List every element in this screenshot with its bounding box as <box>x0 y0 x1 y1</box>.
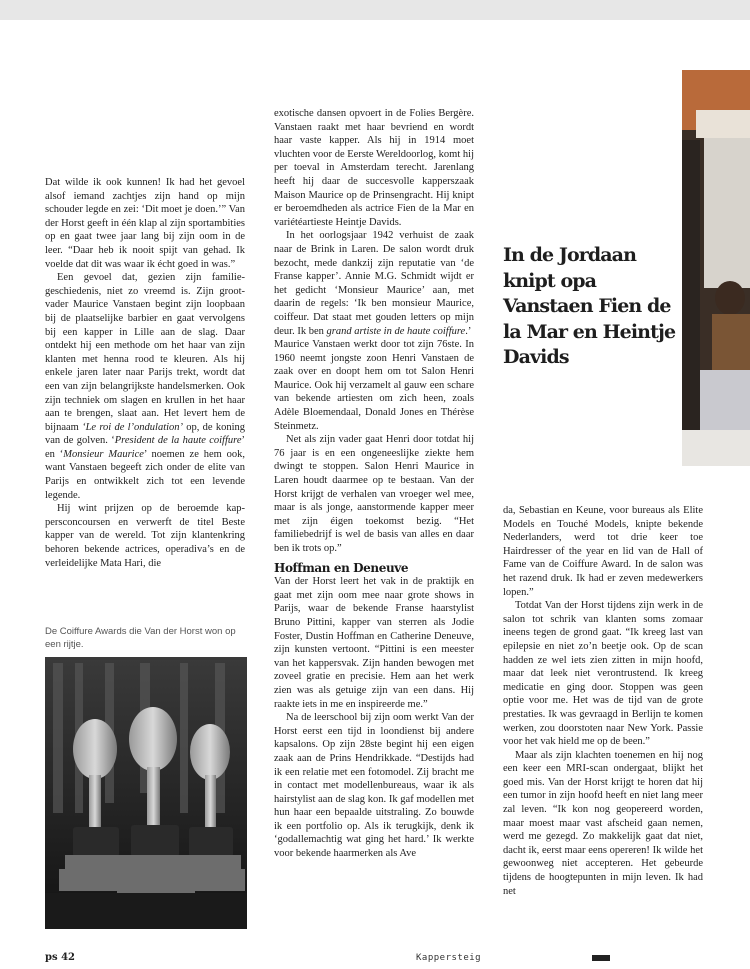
italic-text: ‘Le roi de l’ondulation’ <box>82 421 184 433</box>
text-run: .’ <box>465 325 472 337</box>
paragraph <box>45 502 245 570</box>
paragraph <box>503 749 703 899</box>
article-column-1 <box>45 176 245 570</box>
paragraph <box>503 599 703 749</box>
article-column-3 <box>503 504 703 898</box>
salon-photo <box>682 70 750 466</box>
paragraph <box>274 107 474 229</box>
section-heading: Hoffman en Deneuve <box>274 560 409 575</box>
footer-mark <box>592 955 610 961</box>
article-column-2 <box>274 107 474 861</box>
paragraph <box>503 504 703 599</box>
text-run: Van der Horst leert het vak in de praktijk en gaat met zijn oom mee naar grote shows in Parijs, waar de bekende Franse haarstylist Bruno Pittini, kapper van sterren als Jodie Foster, Dustin Hoffman en Catherine Deneuve, zijn kunsten vertoont. “Pittini is een meester van het kappersvak. Zijn handen bewogen met zoveel gratie en precisie. Hem aan het werk zien was als getuige zijn van een dans. Hij raakte iets in me en inspireerde me.” <box>274 576 474 710</box>
text-run: exotische dansen opvoert in de Folies Bergère. Vanstaen raakt met haar bevriend en wordt haar vaste kapper. Als hij in 1914 moet vluchten voor de Eerste Wereldoorlog, komt hij per toeval in Amsterdam terecht. Jarenlang heeft hij daar de succesvolle kapperszaak Maison Maurice op de Prinsengracht. Hij knipt er beroemdheden als actrice Fien de la Mar en variétéartieste Heintje Davids. <box>274 108 474 228</box>
italic-text: President de la haute coiffure <box>114 435 242 447</box>
italic-text: grand artiste in de haute coiffure <box>326 325 466 337</box>
text-run: Hij wint prijzen op de beroemde kappersconcoursen en verwerft de titel Beste kapper van de wereld. Tot zijn klantenkring behoren bekende actrices, operadiva’s en de verleidelijke Mata Hari, die <box>45 503 245 569</box>
photo-caption: De Coiffure Awards die Van der Horst won op een rijtje. <box>45 626 236 650</box>
paragraph <box>274 338 474 433</box>
text-run: Totdat Van der Horst tijdens zijn werk in de salon tot schrik van klanten soms zomaar ineens tegen de grond gaat. “Ik kreeg last van epilepsie en niet zo’n beetje ook. Op de scan hadden ze wel iets zien zitten in mijn hoofd, maar dat leek niet verontrustend. Ik kreeg medicatie en ging door. Stoppen was geen optie voor me. Het was de tijd van de grote prestaties. Ik was gevraagd in Berlijn te komen werken, zou doorstoten naar New York. Passie voor het vak hield me op de been.” <box>503 600 703 748</box>
paragraph <box>45 271 245 502</box>
top-bar <box>0 0 750 20</box>
text-run: Na de leerschool bij zijn oom werkt Van der Horst eerst een tijd in loondienst bij andere kapsalons. Op zijn 28ste begint hij een eigen zaak aan de Prins Hendrikkade. “Destijds had ik een relatie met een fotomodel. Zij bracht me in contact met modellenbureaus, waar ik als hairstylist aan de slag kon. Ik gaf modellen met hun haar een bepaalde uitstraling. Zo bouwde ik een portfolio op. Als ik terugkijk, denk ik ‘godallemachtig wat ging het hard.’ Ik werkte voor bekende haarmerken als Ave <box>274 712 474 860</box>
italic-text: Monsieur Maurice <box>63 448 144 460</box>
paragraph <box>45 176 245 271</box>
paragraph <box>274 711 474 861</box>
section-name: Kappersteig <box>416 953 482 963</box>
text-run: Een gevoel dat, gezien zijn familiegeschiedenis, niet zo vreemd is. Zijn grootvader Maurice Vanstaen begint zijn loopbaan bij de plaatselijke barbier en gaat vervolgens bij een kapper in Lille aan de slag. Daar ontdekt hij een methode om het haar van zijn klanten met henna rood te kleuren. Als hij enkele jaren later naar Parijs trekt, wordt dat een van zijn belangrijkste handelsmerken. Ook zijn techniek om slagen en krullen in het haar aan te brengen, slaat aan. Het levert hem de bijnaam <box>45 272 245 433</box>
text-run: Maar als zijn klachten toenemen en hij nog een keer een MRI-scan ondergaat, blijkt het goed mis. Van der Horst krijgt te horen dat hij een tumor in zijn hoofd heeft en niet lang meer zal leven. “Ik kon nog geopereerd worden, maar moest maar vast afscheid gaan nemen, werd me gezegd. Zo makkelijk gaat dat niet, dacht ik, eerst maar eens opereren! Ik wilde het gewoonweg niet accepteren. Het gebeurde tijdens de hoogtepunten in mijn leven. Ik had net <box>503 749 703 897</box>
paragraph <box>274 575 474 711</box>
text-run: In het oorlogsjaar 1942 verhuist de zaak naar de Brink in Laren. De salon wordt druk bezocht, mede dankzij zijn reputatie van ‘de Franse kapper’. Annie M.G. Schmidt wijdt er het gedicht ‘Monsieur Maurice’ aan, met daarin de regels: ‘Ik ben monsieur Maurice, coiffeur. Dat staat met gouden letters op mijn deur. Ik ben <box>274 230 474 337</box>
paragraph <box>274 229 474 338</box>
text-run: Net als zijn vader gaat Henri door totdat hij 76 jaar is en een ongeneeslijke ziekte hem dwingt te stoppen. Salon Henri Maurice in Laren houdt daarmee op te bestaan. Van der Horst krijgt de verhalen van vroeger wel mee, maar is als jonge, aanstormende kapper meer met zijn éigen toekomst bezig. “Het familiebedrijf is wel de basis van alles en daar ben ik trots op.” <box>274 434 474 554</box>
salon-illustration <box>682 70 750 466</box>
text-run: Dat wilde ik ook kunnen! Ik had het gevoel alsof iemand zachtjes zijn hand op mijn schouder legde en zei: ‘Dit moet je doen.’” Van der Horst geeft in één klap al zijn sportambities op en gaat twee jaar lang bij zijn oom in de leer. “Daar heb ik nooit spijt van gehad. Ik voelde dat dit was waar ik écht goed in was.” <box>45 177 245 270</box>
text-run: op, de koning van de golven. ‘ <box>45 421 245 447</box>
page-number: ps 42 <box>45 952 76 963</box>
paragraph <box>274 433 474 555</box>
text-run: Maurice Vanstaen werkt door tot zijn 76ste. In 1960 neemt jongste zoon Henri Vanstaen de zaak over en doopt hem om tot Salon Henri Maurice. Ook hij verzamelt al gauw een schare van bekende artiesten om zich heen, zoals Adèle Bloemendaal, Donald Jones en Thérèse Steinmetz. <box>274 339 474 432</box>
awards-photo <box>45 657 247 929</box>
trophies-illustration <box>45 657 247 929</box>
text-run: da, Sebastian en Keune, voor bureaus als Elite Models en Touché Models, knipte bekende Nederlanders, werd tot drie keer toe Hairdresser of the year en lid van de Hall of Fame van de Coiffure Award. In de salon was het razend druk. Ik had er zeven medewerkers lopen.” <box>503 505 703 598</box>
pull-quote: In de Jordaan knipt opa Vanstaen Fien de la Mar en Heintje Davids <box>503 244 676 368</box>
text-run: ’ en ‘ <box>45 435 245 460</box>
text-run: ’ noemen ze hem ook, want Vanstaen begeeft zich onder de elite van Parijs en ontwikkelt zich tot een levende legende. <box>45 448 245 501</box>
